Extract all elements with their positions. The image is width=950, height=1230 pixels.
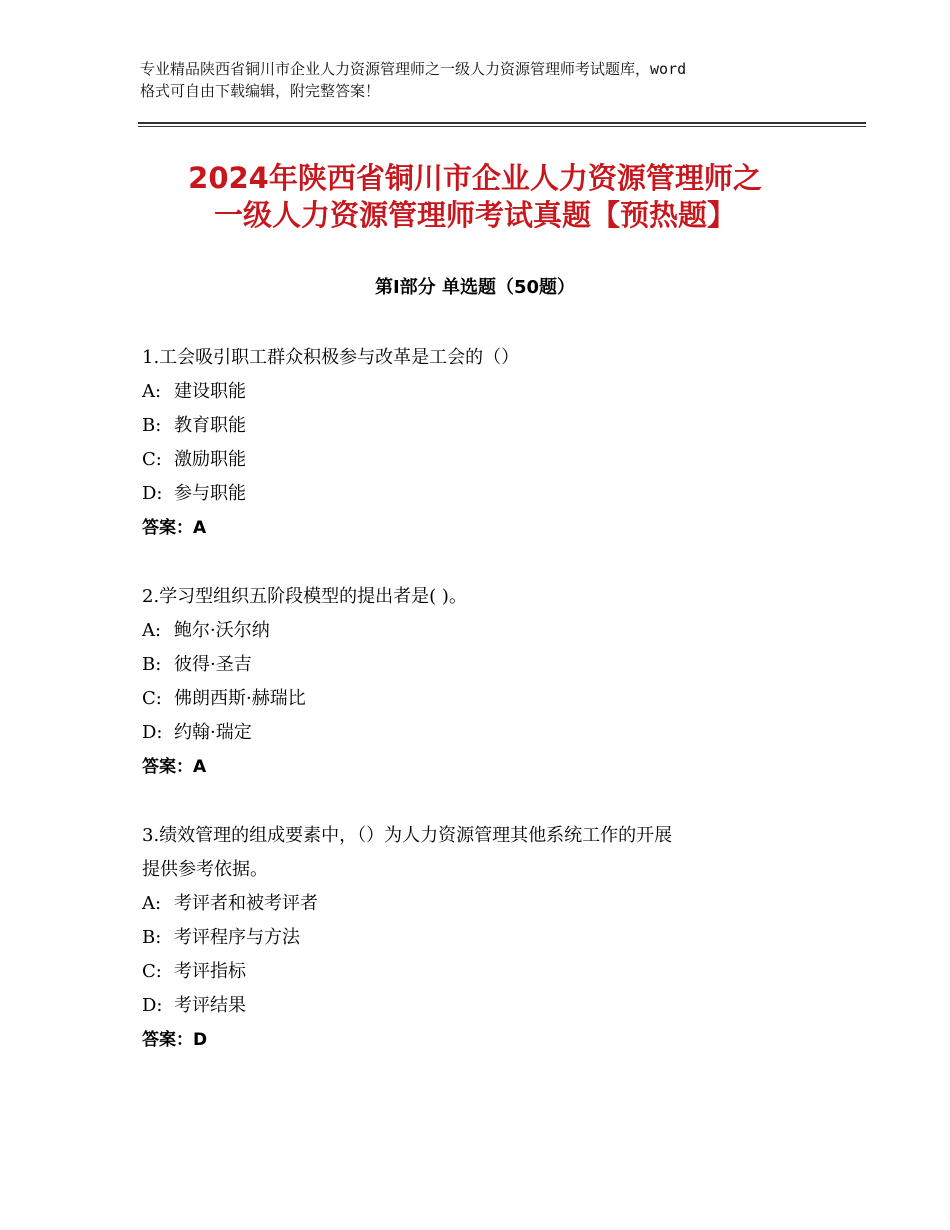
option-b bbox=[142, 409, 822, 443]
option-letter: D: bbox=[142, 483, 163, 504]
option-c bbox=[142, 443, 822, 477]
option-c bbox=[142, 682, 822, 716]
option-text: 考评指标 bbox=[174, 961, 246, 982]
option-letter: B: bbox=[142, 415, 162, 436]
question-stem-line: 提供参考依据。 bbox=[142, 859, 268, 880]
option-letter: C: bbox=[142, 688, 162, 709]
option-letter: B: bbox=[142, 654, 162, 675]
section-title: 第I部分 单选题（50题） bbox=[374, 277, 575, 298]
option-text: 教育职能 bbox=[174, 415, 246, 436]
answer-line: 答案：D bbox=[142, 1030, 208, 1050]
document-title bbox=[120, 160, 830, 234]
answer-line: 答案：A bbox=[142, 757, 207, 777]
header-divider bbox=[138, 122, 866, 124]
option-text: 考评程序与方法 bbox=[174, 927, 300, 948]
question-block bbox=[142, 341, 822, 545]
option-letter: C: bbox=[142, 961, 162, 982]
option-a bbox=[142, 887, 822, 921]
option-text: 考评结果 bbox=[174, 995, 246, 1016]
title-line: 一级人力资源管理师考试真题【预热题】 bbox=[213, 198, 736, 232]
title-line: 2024年陕西省铜川市企业人力资源管理师之 bbox=[188, 161, 762, 195]
option-c bbox=[142, 955, 822, 989]
option-letter: A: bbox=[142, 620, 162, 641]
option-text: 佛朗西斯·赫瑞比 bbox=[174, 688, 306, 709]
option-text: 激励职能 bbox=[174, 449, 246, 470]
answer-line: 答案：A bbox=[142, 518, 207, 538]
option-letter: B: bbox=[142, 927, 162, 948]
question-stem-line: 1.工会吸引职工群众积极参与改革是工会的（） bbox=[142, 347, 520, 368]
option-d bbox=[142, 989, 822, 1023]
header-note-line: 专业精品陕西省铜川市企业人力资源管理师之一级人力资源管理师考试题库，word bbox=[140, 60, 687, 78]
option-text: 彼得·圣吉 bbox=[174, 654, 252, 675]
header-note bbox=[140, 58, 830, 102]
question-block bbox=[142, 819, 822, 1057]
option-b bbox=[142, 921, 822, 955]
option-text: 参与职能 bbox=[174, 483, 246, 504]
option-letter: D: bbox=[142, 995, 163, 1016]
option-a bbox=[142, 614, 822, 648]
option-text: 建设职能 bbox=[174, 381, 246, 402]
option-text: 鲍尔·沃尔纳 bbox=[174, 620, 270, 641]
header-divider-thin bbox=[138, 126, 866, 127]
option-letter: A: bbox=[142, 893, 162, 914]
question-stem bbox=[142, 341, 822, 375]
option-text: 约翰·瑞定 bbox=[174, 722, 252, 743]
question-block bbox=[142, 580, 822, 784]
option-d bbox=[142, 477, 822, 511]
option-a bbox=[142, 375, 822, 409]
question-stem bbox=[142, 580, 822, 614]
header-note-line: 格式可自由下载编辑，附完整答案！ bbox=[140, 82, 381, 100]
option-text: 考评者和被考评者 bbox=[174, 893, 318, 914]
option-b bbox=[142, 648, 822, 682]
question-stem-line: 2.学习型组织五阶段模型的提出者是( )。 bbox=[142, 586, 467, 607]
question-stem-line: 3.绩效管理的组成要素中，（）为人力资源管理其他系统工作的开展 bbox=[142, 825, 673, 846]
option-d bbox=[142, 716, 822, 750]
option-letter: D: bbox=[142, 722, 163, 743]
question-stem bbox=[142, 819, 822, 887]
option-letter: C: bbox=[142, 449, 162, 470]
option-letter: A: bbox=[142, 381, 162, 402]
